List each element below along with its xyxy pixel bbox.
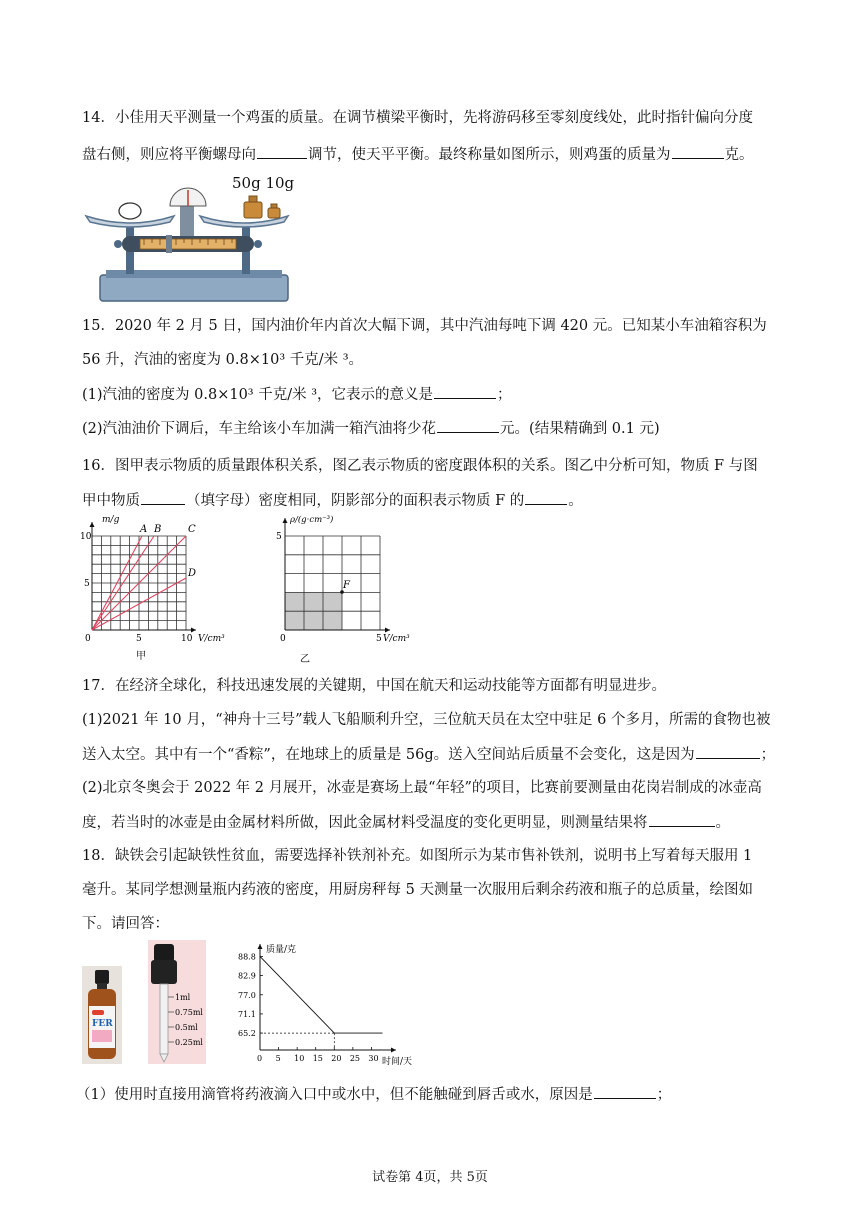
mass-ylabel: 质量/克 — [266, 945, 297, 955]
mark-075ml: 0.75ml — [175, 1008, 203, 1017]
jia-xtick-5: 5 — [136, 634, 142, 644]
yi-xtick-0: 0 — [280, 634, 286, 644]
q15-line1: 15．2020 年 2 月 5 日，国内油价年内首次大幅下调，其中汽油每吨下调 420 元。已知某小车油箱容积为 — [82, 318, 767, 334]
yi-xtick-5: 5 — [376, 634, 382, 644]
q14-blank-1[interactable] — [257, 144, 307, 159]
mass-ytick-label: 88.8 — [238, 952, 256, 962]
q18-sub1 — [76, 1084, 671, 1105]
bottle-photo — [82, 966, 122, 1064]
q16-blank-1[interactable] — [141, 490, 185, 505]
mass-ytick-label: 82.9 — [238, 971, 256, 981]
q14-line1: 14．小佳用天平测量一个鸡蛋的质量。在调节横梁平衡时，先将游码移至零刻度线处，此时指针偏向分度 — [82, 110, 753, 126]
q17-line1: 17．在经济全球化，科技迅速发展的关键期，中国在航天和运动技能等方面都有明显进步。 — [82, 678, 666, 694]
q15-blank-2[interactable] — [437, 418, 499, 433]
yi-ylabel: ρ/(g·cm⁻³) — [290, 515, 334, 525]
mark-025ml: 0.25ml — [175, 1038, 203, 1047]
q14-text-b: 调节，使天平平衡。最终称量如图所示，则鸡蛋的质量为 — [308, 147, 671, 163]
jia-xlabel: V/cm³ — [198, 634, 225, 644]
jia-x-arrow — [191, 628, 196, 633]
dropper-bulb-icon — [154, 944, 174, 962]
bottle-brand-badge — [92, 1010, 104, 1015]
balance-base — [100, 275, 288, 301]
q16-text-b: （填字母）密度相同，阴影部分的面积表示物质 F 的 — [186, 493, 525, 509]
mass-xtick-label: 25 — [349, 1054, 361, 1063]
dropper-tube — [160, 984, 168, 1054]
label-B: B — [154, 524, 162, 535]
mass-xtick-label: 10 — [294, 1054, 305, 1063]
label-F: F — [343, 580, 350, 591]
label-D: D — [188, 568, 197, 579]
page-footer: 试卷第 4页，共 5页 — [372, 1170, 488, 1185]
mass-xtick-label: 15 — [312, 1054, 323, 1063]
q14-blank-2[interactable] — [672, 144, 724, 159]
label-C: C — [188, 524, 196, 535]
q15-sub2-text: (2)汽油油价下调后，车主给该小车加满一箱汽油将少花 — [82, 421, 437, 437]
yi-ytick-5: 5 — [276, 532, 282, 542]
q17-sub1-line2 — [82, 744, 775, 765]
mass-time-chart — [236, 938, 416, 1068]
q17-sub2-text: 度，若当时的冰壶是由金属材料所做，因此金属材料受温度的变化更明显，则测量结果将 — [82, 815, 648, 831]
chart-jia — [82, 508, 242, 666]
yi-y-arrow — [283, 518, 288, 523]
mass-xticks — [257, 1047, 379, 1063]
mass-series-line — [260, 956, 383, 1033]
mass-ytick-label: 71.1 — [238, 1009, 256, 1019]
weights-label: 50g 10g — [232, 174, 295, 192]
jia-y-arrow — [90, 522, 95, 527]
weight-50g-icon — [244, 202, 262, 218]
mass-y-arrow — [258, 944, 263, 949]
egg-icon — [119, 203, 141, 219]
bottle-cap-icon — [95, 970, 109, 984]
q14-text-c: 克。 — [724, 147, 754, 163]
jia-xtick-0: 0 — [85, 634, 91, 644]
q17-sub1-text: 送入太空。其中有一个“香粽”，在地球上的质量是 56g。送入空间站后质量不会变化，这是因为 — [82, 747, 695, 763]
jia-ytick-10: 10 — [80, 532, 92, 542]
mass-xtick-label: 0 — [257, 1054, 263, 1063]
q18-sub1-end: ； — [656, 1087, 672, 1103]
q16-line1: 16．图甲表示物质的质量跟体积关系，图乙表示物质的密度跟体积的关系。图乙中分析可知，物质 F 与图 — [82, 458, 758, 474]
mass-x-arrow — [391, 1048, 396, 1053]
q18-sub1-text: （1）使用时直接用滴管将药液滴入口中或水中，但不能触碰到唇舌或水，原因是 — [76, 1087, 593, 1103]
q15-sub1-end: ； — [497, 387, 512, 403]
q15-sub2 — [82, 418, 660, 439]
q16-text-c: 。 — [568, 493, 583, 509]
q18-line3: 下。请回答： — [82, 916, 169, 932]
mass-xlabel: 时间/天 — [382, 1057, 413, 1067]
q17-blank-2[interactable] — [649, 812, 715, 827]
q15-blank-1[interactable] — [434, 384, 496, 399]
yi-caption: 乙 — [300, 654, 310, 665]
q17-sub2-line1: (2)北京冬奥会于 2022 年 2 月展开，冰壶是赛场上最“年轻”的项目，比赛前要测量由花岗岩制成的冰壶高 — [82, 780, 762, 796]
q17-sub1-end: ； — [760, 747, 776, 763]
jia-xtick-10: 10 — [181, 634, 193, 644]
dropper-cap-icon — [151, 960, 177, 984]
jia-ytick-5: 5 — [84, 579, 90, 589]
weight-10g-knob — [271, 204, 277, 208]
chart-yi — [268, 508, 428, 666]
q18-line2: 毫升。某同学想测量瓶内药液的密度，用厨房秤每 5 天测量一次服用后剩余药液和瓶子的总质量，绘图如 — [82, 882, 753, 898]
weight-50g-knob — [249, 196, 257, 202]
mark-05ml: 0.5ml — [175, 1023, 198, 1032]
q15-line2: 56 升，汽油的密度为 0.8×10³ 千克/米 ³。 — [82, 352, 364, 368]
q15-sub2-end: 元。(结果精确到 0.1 元) — [500, 421, 660, 437]
q15-sub1-text: (1)汽油的密度为 0.8×10³ 千克/米 ³，它表示的意义是 — [82, 387, 434, 403]
q14-text-a: 盘右侧，则应将平衡螺母向 — [82, 147, 256, 163]
beam-scale — [140, 239, 236, 249]
q15-sub1 — [82, 384, 512, 405]
q17-sub2-line2 — [82, 812, 730, 833]
mass-xtick-label: 20 — [331, 1054, 342, 1063]
q17-sub1-line1: (1)2021 年 10 月，“神舟十三号”载人飞船顺利升空，三位航天员在太空中驻足 6 个多月，所需的食物也被 — [82, 712, 771, 728]
rider[interactable] — [166, 235, 172, 253]
yi-x-arrow — [385, 628, 390, 633]
bottle-neck — [97, 983, 107, 989]
balance-figure — [82, 170, 295, 302]
right-nut-icon[interactable] — [254, 240, 262, 248]
bottle-label-text: FER — [92, 1019, 113, 1029]
mass-xtick-label: 5 — [275, 1054, 281, 1063]
jia-ylabel: m/g — [102, 515, 120, 525]
weight-10g-icon — [268, 208, 280, 218]
q16-text-a: 甲中物质 — [82, 493, 140, 509]
mass-yticks — [238, 952, 263, 1038]
q18-line1: 18．缺铁会引起缺铁性贫血，需要选择补铁剂补充。如图所示为某市售补铁剂，说明书上写着每天服用 1 — [82, 848, 753, 864]
jia-caption: 甲 — [136, 651, 146, 662]
mark-1ml: 1ml — [175, 993, 191, 1002]
left-nut-icon[interactable] — [114, 240, 122, 248]
q16-blank-2[interactable] — [525, 490, 567, 505]
bottle-label-art — [92, 1030, 112, 1042]
q17-blank-1[interactable] — [696, 744, 760, 759]
q17-sub2-end: 。 — [715, 815, 730, 831]
dropper-photo — [148, 940, 206, 1064]
yi-xlabel: V/cm³ — [383, 634, 410, 644]
mass-ytick-label: 77.0 — [238, 990, 256, 1000]
label-A: A — [140, 524, 148, 535]
q14-line2 — [82, 144, 754, 165]
mass-xtick-label: 30 — [368, 1054, 379, 1063]
q18-blank-1[interactable] — [594, 1084, 656, 1099]
mass-ytick-label: 65.2 — [238, 1029, 256, 1039]
